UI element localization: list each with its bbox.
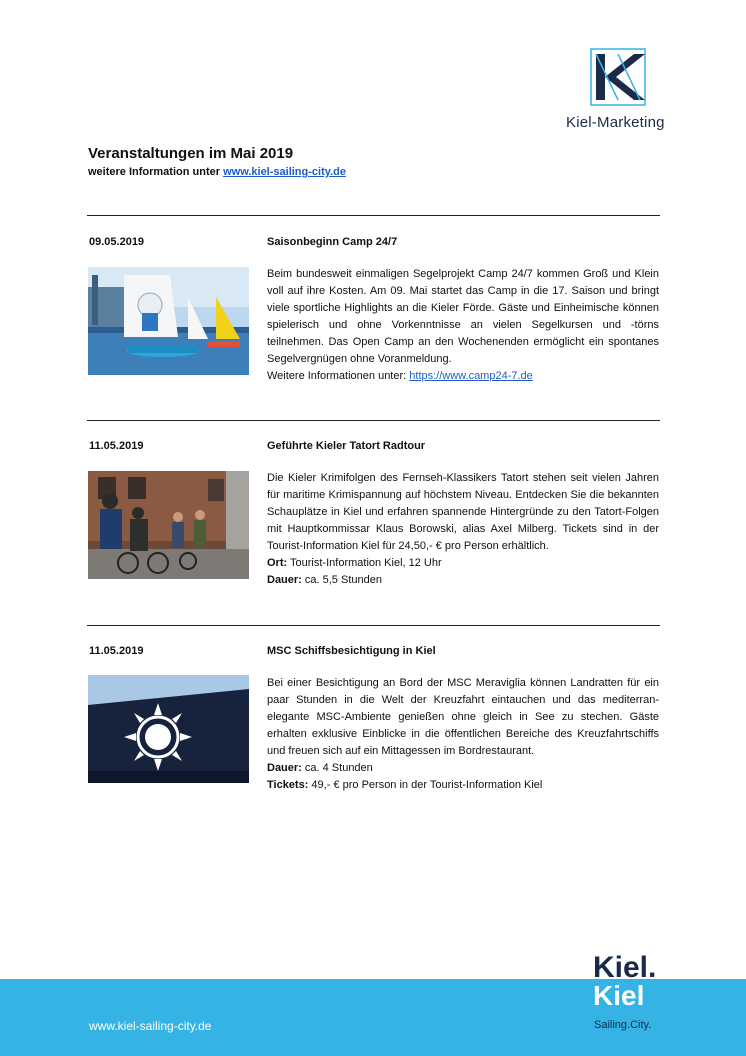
event-title: Geführte Kieler Tatort Radtour xyxy=(267,440,426,452)
kiel-logo-icon xyxy=(590,947,670,1009)
event-tickets-line xyxy=(267,777,659,794)
subtitle-prefix: weitere Information unter xyxy=(88,166,224,178)
location-value: Tourist-Information Kiel, 12 Uhr xyxy=(287,557,442,569)
msc-emblem-icon xyxy=(124,703,192,771)
kiel-tagline: Sailing.City. xyxy=(594,1019,652,1031)
document-title: Veranstaltungen im Mai 2019 xyxy=(88,145,294,162)
footer-url[interactable]: www.kiel-sailing-city.de xyxy=(89,1019,212,1033)
event-title: Saisonbeginn Camp 24/7 xyxy=(267,236,398,248)
event-location-line xyxy=(267,555,659,572)
event-date: 11.05.2019 xyxy=(89,645,144,657)
kiel-logo-text-mirrored: Kiel xyxy=(593,980,645,1009)
duration-value: ca. 4 Stunden xyxy=(301,762,373,774)
event-description xyxy=(267,470,659,589)
divider xyxy=(87,420,660,421)
tickets-label: Tickets: xyxy=(267,779,309,791)
event-date: 09.05.2019 xyxy=(89,236,145,248)
document-subtitle xyxy=(88,166,346,178)
kiel-sailing-city-link[interactable]: www.kiel-sailing-city.de xyxy=(223,166,346,178)
kiel-marketing-brand-text: Kiel-Marketing xyxy=(566,114,665,131)
camp24-7-link[interactable]: https://www.camp24-7.de xyxy=(409,370,533,382)
event-description-text: Beim bundesweit einmaligen Segelprojekt Camp 24/7 kommen Groß und Klein voll auf ihre Kosten. Am 09. Mai startet das Camp in die 17. Saison und bringt viele sportliche Highlights an die Kieler Förde. Gäste und Einheimische können spielerisch und ohne Vorkenntnisse an vielen Segelkursen und -törns teilnehmen. Das Open Camp an den Wochenenden ermöglicht ein spontanes Segelvergnügen ohne Voranmeldung. xyxy=(267,268,659,365)
event-duration-line xyxy=(267,572,659,589)
duration-label: Dauer: xyxy=(267,762,302,774)
event-image-bike-tour xyxy=(88,471,249,579)
kiel-logo-text: Kiel. xyxy=(593,951,657,984)
event-date: 11.05.2019 xyxy=(89,440,144,452)
duration-label: Dauer: xyxy=(267,574,302,586)
event-duration-line xyxy=(267,760,659,777)
kiel-marketing-logo xyxy=(590,48,646,106)
info-prefix: Weitere Informationen unter: xyxy=(267,370,410,382)
divider xyxy=(87,625,660,626)
duration-value: ca. 5,5 Stunden xyxy=(301,574,382,586)
event-image-msc-ship xyxy=(88,675,249,783)
event-image-sailing-camp xyxy=(88,267,249,375)
kiel-sailing-city-logo xyxy=(590,947,670,1009)
event-description-text: Die Kieler Krimifolgen des Fernseh-Klassikers Tatort stehen seit vielen Jahren für maritime Krimispannung auf höchstem Niveau. Entdecken Sie die bekannten Schauplätze in Kiel und erfahren spannende Hintergründe zu den Tatort-Folgen mit Hauptkommissar Klaus Borowski, alias Axel Milberg. Tickets sind in der Tourist-Information Kiel für 24,50,- € pro Person erhältlich. xyxy=(267,472,659,552)
event-info-line xyxy=(267,368,659,385)
event-description-text: Bei einer Besichtigung an Bord der MSC Meraviglia können Landratten für ein paar Stunden in die Welt der Kreuzfahrt eintauchen und das mediterran-elegante MSC-Ambiente genießen ohne gleich in See zu stechen. Gäste erhalten exklusive Einblicke in die öffentlichen Bereiche des Kreuzfahrtschiffs und freuen sich auf ein Mittagessen im Bordrestaurant. xyxy=(267,677,659,757)
event-description xyxy=(267,675,659,794)
kiel-marketing-logo-icon xyxy=(590,48,646,106)
event-description xyxy=(267,266,659,385)
divider xyxy=(87,215,660,216)
tickets-value: 49,- € pro Person in der Tourist-Information Kiel xyxy=(308,779,543,791)
location-label: Ort: xyxy=(267,557,288,569)
event-title: MSC Schiffsbesichtigung in Kiel xyxy=(267,645,436,657)
